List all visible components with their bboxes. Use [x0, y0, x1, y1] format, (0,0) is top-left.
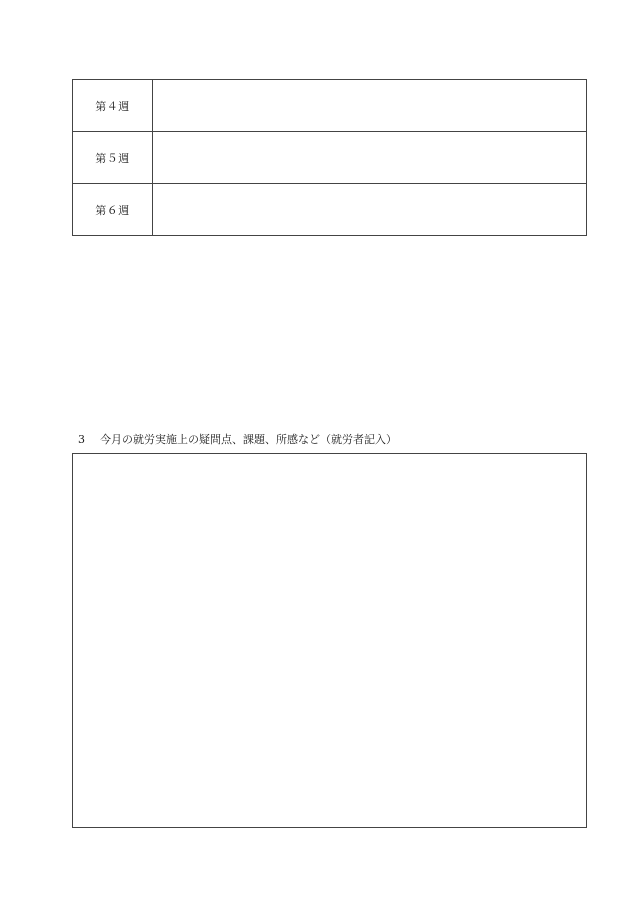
section-3-heading	[78, 431, 397, 447]
week-6-label: 第６週	[73, 184, 153, 236]
week-4-label: 第４週	[73, 80, 153, 132]
table-row	[73, 184, 587, 236]
notes-entry-box[interactable]	[72, 453, 587, 828]
week-4-entry[interactable]	[153, 80, 587, 132]
week-5-label: 第５週	[73, 132, 153, 184]
section-number: 3	[78, 433, 85, 446]
week-5-entry[interactable]	[153, 132, 587, 184]
week-6-entry[interactable]	[153, 184, 587, 236]
table-row	[73, 80, 587, 132]
table-row	[73, 132, 587, 184]
section-title: 今月の就労実施上の疑問点、課題、所感など（就労者記入）	[100, 433, 397, 446]
weekly-report-table	[72, 79, 587, 236]
